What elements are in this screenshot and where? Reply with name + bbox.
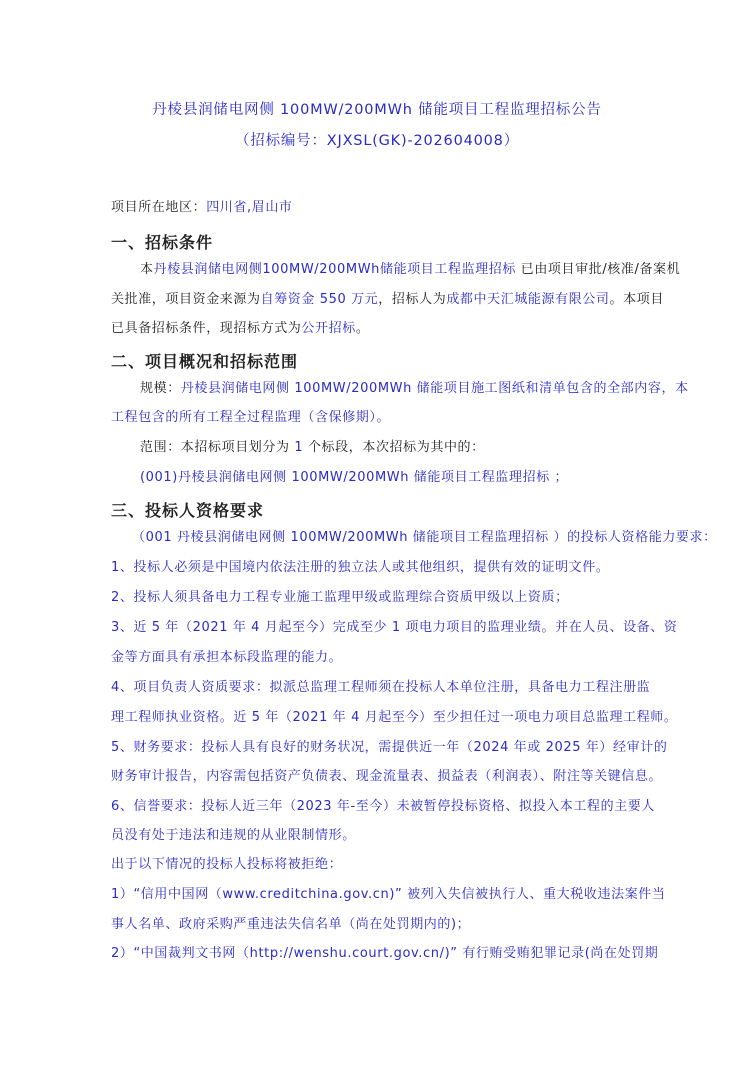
rejection-intro: 出于以下情况的投标人投标将被拒绝：: [111, 857, 343, 872]
section-heading-1: 一、招标条件: [111, 233, 214, 252]
requirement-item: 理工程师执业资格。近 5 年（2021 年 4 月起至今）至少担任过一项电力项目总监理工程师。: [111, 710, 678, 725]
requirement-item: 6、信誉要求：投标人近三年（2023 年-至今）未被暂停投标资格、拟投入本工程的主要人: [111, 799, 655, 814]
section-heading-2: 二、项目概况和招标范围: [111, 352, 299, 371]
text-segment: 已具备招标条件，现招标方式为: [111, 321, 302, 336]
requirement-item: 财务审计报告，内容需包括资产负债表、现金流量表、损益表（利润表）、附注等关键信息。: [111, 769, 663, 784]
section1-para-line-1: [140, 262, 680, 278]
scope-label: 范围：本招标项目划分为: [140, 440, 295, 455]
project-name: 丹棱县润储电网侧100MW/200MWh储能项目工程监理招标: [153, 262, 516, 277]
document-title: 丹棱县润储电网侧 100MW/200MWh 储能项目工程监理招标公告: [152, 102, 602, 118]
qualification-intro: （001 丹棱县润储电网侧 100MW/200MWh 储能项目工程监理招标 ）的投标人资格能力要求：: [132, 530, 717, 545]
scale-text: 丹棱县润储电网侧 100MW/200MWh 储能项目施工图纸和清单包含的全部内容，本: [180, 381, 689, 396]
text-segment: 。本项目: [609, 292, 664, 307]
rejection-item: 1）“信用中国网（www.creditchina.gov.cn)” 被列入失信被执行人、重大税收违法案件当: [111, 887, 666, 902]
section-heading-3: 三、投标人资格要求: [111, 501, 265, 520]
section1-para-line-3: [111, 321, 369, 337]
scale-line-1: [140, 381, 689, 397]
region-label: 项目所在地区：: [111, 200, 207, 215]
text-segment: 已由项目审批/核准/备案机: [516, 262, 681, 277]
requirement-item: 1、投标人必须是中国境内依法注册的独立法人或其他组织，提供有效的证明文件。: [111, 560, 610, 575]
region-value: 四川省,眉山市: [206, 200, 293, 215]
rejection-item: 事人名单、政府采购严重违法失信名单（尚在处罚期内的)；: [111, 917, 471, 932]
requirement-item: 4、项目负责人资质要求：拟派总监理工程师须在投标人本单位注册，具备电力工程注册监: [111, 680, 651, 695]
tender-method: 公开招标: [301, 321, 356, 336]
requirement-item: 员没有处于违法和违规的从业限制情形。: [111, 828, 356, 843]
requirement-item: 5、财务要求：投标人具有良好的财务状况，需提供近一年（2024 年或 2025 年）经审计的: [111, 740, 668, 755]
funding-source: 自筹资金 550 万元: [260, 292, 379, 307]
requirement-item: 3、近 5 年（2021 年 4 月起至今）完成至少 1 项电力项目的监理业绩。并在人员、设备、资: [111, 620, 678, 635]
text-segment: 关批准，项目资金来源为: [111, 292, 261, 307]
tenderer-name: 成都中天汇城能源有限公司: [446, 292, 610, 307]
scope-tail: 个标段，本次招标为其中的：: [303, 440, 485, 455]
rejection-item: 2）“中国裁判文书网（http://wenshu.court.gov.cn/)” 有行贿受贿犯罪记录(尚在处罚期: [111, 946, 659, 961]
lot-item: (001)丹棱县润储电网侧 100MW/200MWh 储能项目工程监理招标 ；: [140, 470, 569, 485]
lot-count: 1: [294, 440, 304, 455]
region-line: [111, 200, 293, 216]
scope-line: [140, 440, 485, 456]
requirement-item: 2、投标人须具备电力工程专业施工监理甲级或监理综合资质甲级以上资质；: [111, 590, 569, 605]
scale-line-2: 工程包含的所有工程全过程监理（含保修期）。: [111, 410, 391, 425]
text-segment: 本: [140, 262, 154, 277]
tender-number: （招标编号：XJXSL(GK)-202604008）: [234, 133, 520, 149]
section1-para-line-2: [111, 292, 664, 308]
text-segment: 。: [355, 321, 370, 336]
text-segment: ，招标人为: [378, 292, 447, 307]
scale-label: 规模：: [140, 381, 181, 396]
requirement-item: 金等方面具有承担本标段监理的能力。: [111, 650, 343, 665]
